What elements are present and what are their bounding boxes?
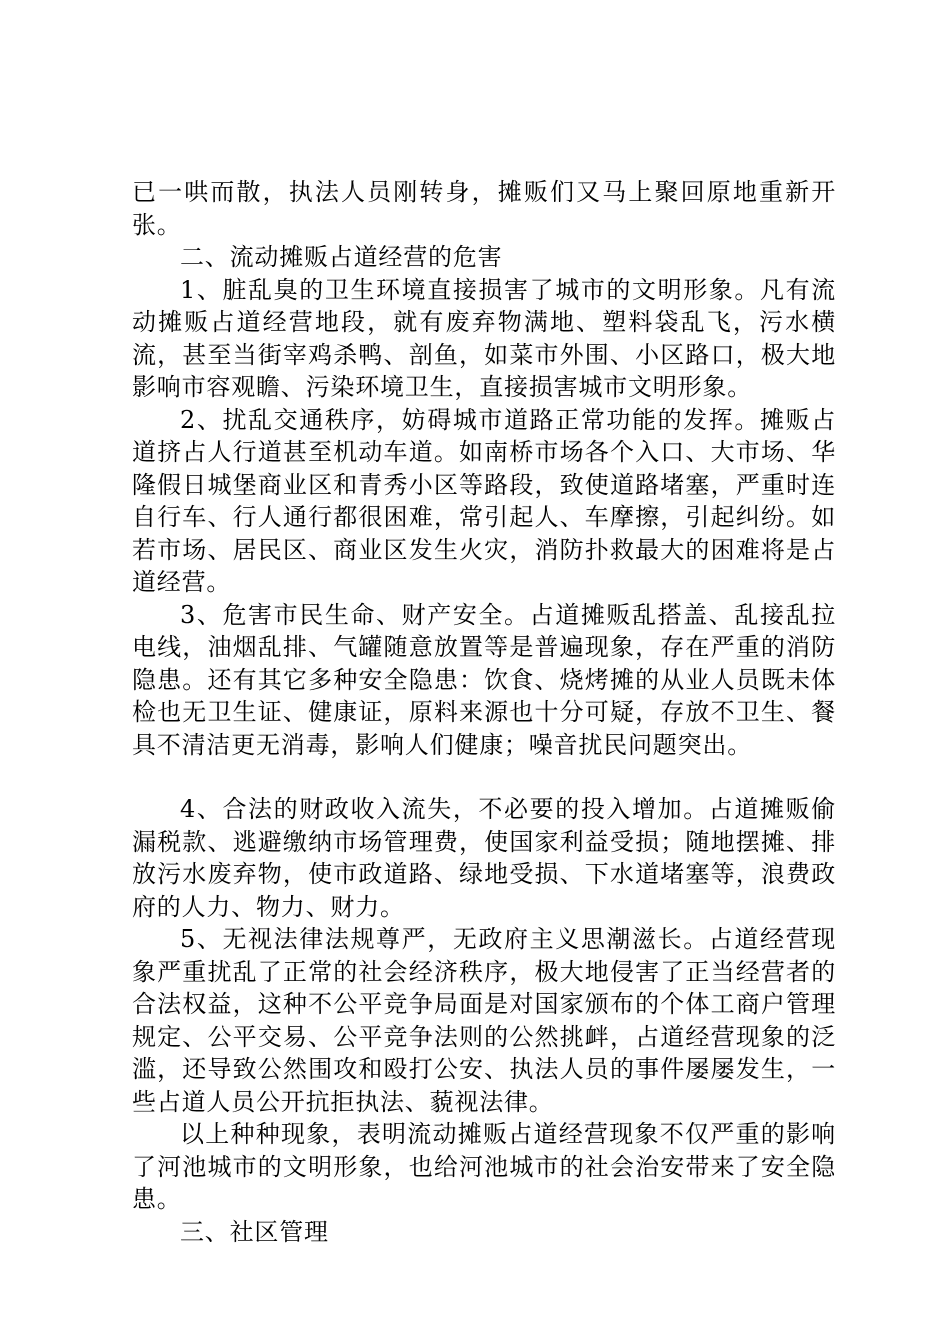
- paragraph-continuation: 已一哄而散，执法人员刚转身，摊贩们又马上聚回原地重新开张。: [132, 178, 836, 239]
- paragraph-item-2: 2、扰乱交通秩序，妨碍城市道路正常功能的发挥。摊贩占道挤占人行道甚至机动车道。如南桥市场各个入口、大市场、华隆假日城堡商业区和青秀小区等路段，致使道路堵塞，严重时连自行车、行人通行都很困难，常引起人、车摩擦，引起纠纷。如若市场、居民区、商业区发生火灾，消防扑救最大的困难将是占道经营。: [132, 405, 836, 596]
- document-body: [132, 176, 836, 1248]
- paragraph-summary: 以上种种现象，表明流动摊贩占道经营现象不仅严重的影响了河池城市的文明形象，也给河池城市的社会治安带来了安全隐患。: [132, 1120, 836, 1213]
- paragraph-item-1: 1、脏乱臭的卫生环境直接损害了城市的文明形象。凡有流动摊贩占道经营地段，就有废弃物满地、塑料袋乱飞，污水横流，甚至当街宰鸡杀鸭、剖鱼，如菜市外围、小区路口，极大地影响市容观瞻、污染环境卫生，直接损害城市文明形象。: [132, 275, 836, 401]
- paragraph-item-3: 3、危害市民生命、财产安全。占道摊贩乱搭盖、乱接乱拉电线，油烟乱排、气罐随意放置等是普遍现象，存在严重的消防隐患。还有其它多种安全隐患：饮食、烧烤摊的从业人员既未体检也无卫生证、健康证，原料来源也十分可疑，存放不卫生、餐具不清洁更无消毒，影响人们健康；噪音扰民问题突出。: [132, 600, 836, 759]
- section-heading-3: 三、社区管理: [180, 1217, 329, 1246]
- paragraph-item-4: 4、合法的财政收入流失，不必要的投入增加。占道摊贩偷漏税款、逃避缴纳市场管理费，使国家利益受损；随地摆摊、排放污水废弃物，使市政道路、绿地受损、下水道堵塞等，浪费政府的人力、物力、财力。: [132, 795, 836, 921]
- paragraph-item-5: 5、无视法律法规尊严，无政府主义思潮滋长。占道经营现象严重扰乱了正常的社会经济秩序，极大地侵害了正当经营者的合法权益，这种不公平竞争局面是对国家颁布的个体工商户管理规定、公平交易、公平竞争法则的公然挑衅，占道经营现象的泛滥，还导致公然围攻和殴打公安、执法人员的事件屡屡发生，一些占道人员公开抗拒执法、藐视法律。: [132, 925, 836, 1116]
- section-heading-2: 二、流动摊贩占道经营的危害: [180, 243, 503, 271]
